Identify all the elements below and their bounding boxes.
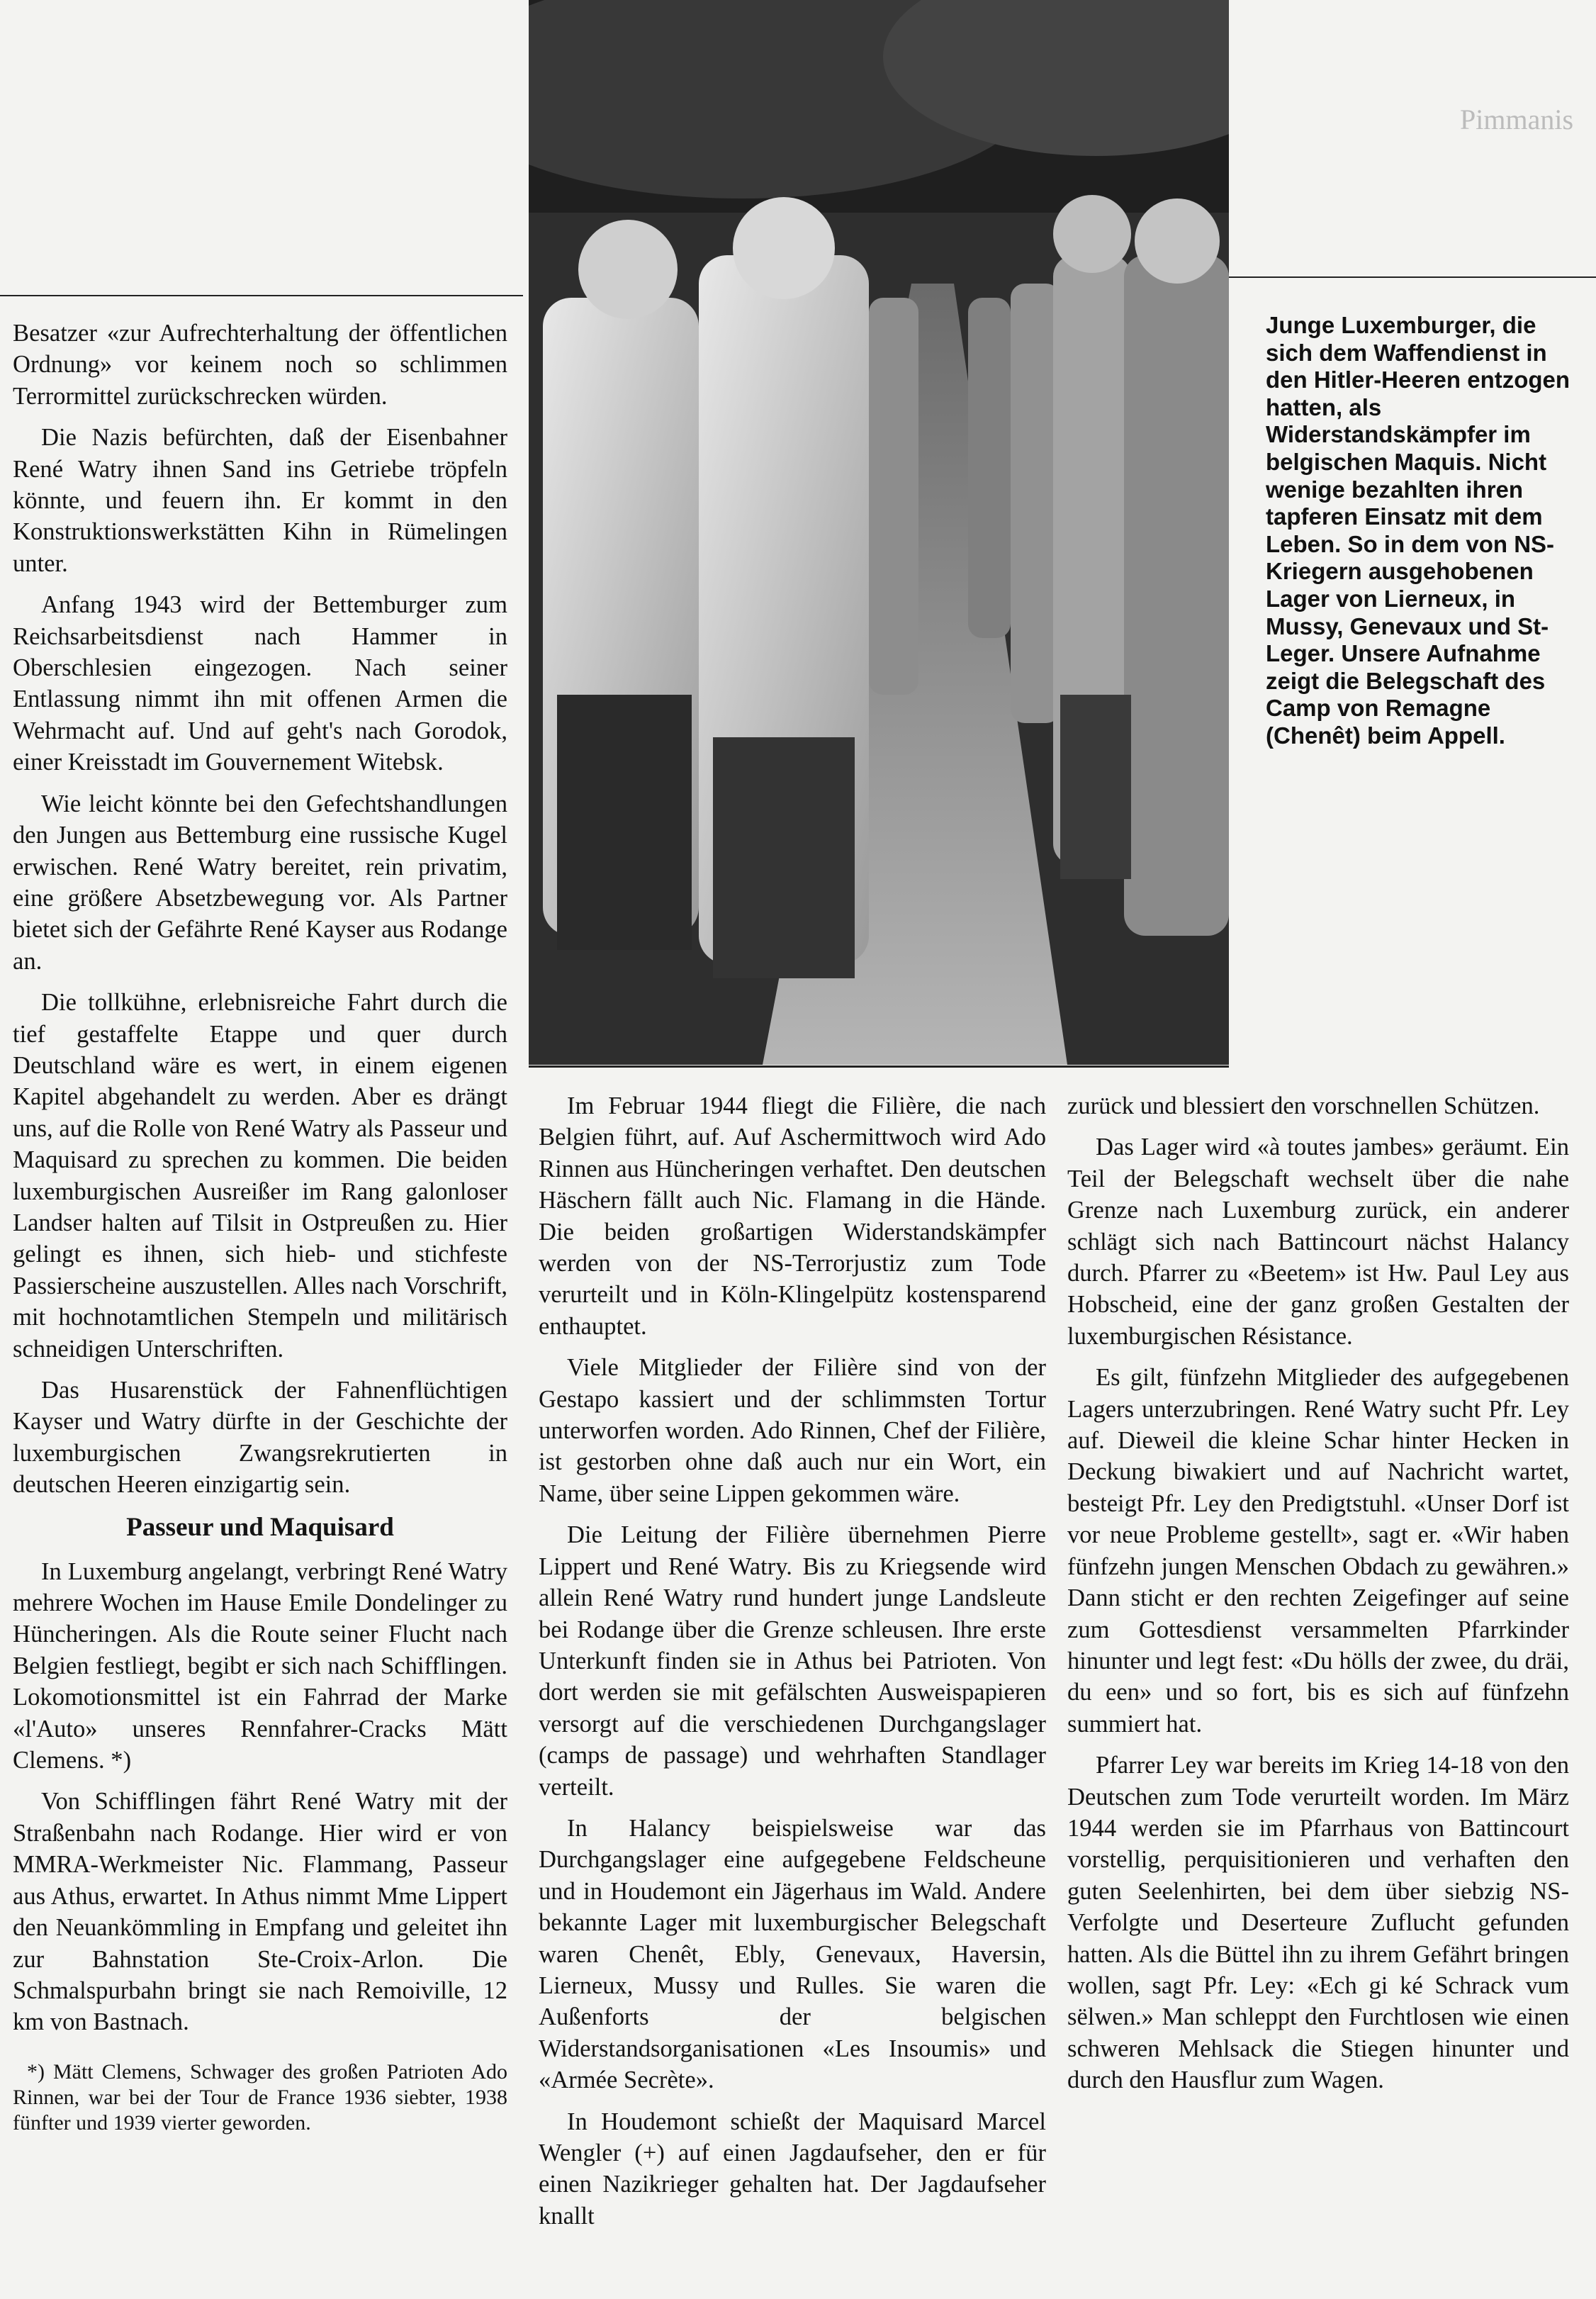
photo-illustration [529, 0, 1229, 1065]
col1-paragraph-5: Die tollkühne, erlebnisreiche Fahrt durch die tief gestaffelte Etappe und quer durch Deutschland wäre es wert, in einem eigenen Kapitel abgehandelt zu werden. Aber es drängt uns, auf die Rolle von René Watry als Passeur und Maquisard zu sprechen zu kommen. Die beiden luxemburgischen Ausreißer im Rang galonloser Landser halten auf Tilsit in Ostpreußen zu. Hier gelingt es ihnen, sich hieb- und stichfeste Passierscheine auszustellen. Alles nach Vorschrift, mit hochnotamtlichen Stempeln und militärisch schneidigen Unterschriften. [13, 989, 507, 1363]
section-heading: Passeur und Maquisard [126, 1512, 394, 1542]
col3-paragraph-4: Pfarrer Ley war bereits im Krieg 14-18 von den Deutschen zum Tode verurteilt worden. Im März 1944 werden sie im Pfarrhaus von Battincourt vorstellig, perquisitionieren und verhaften den guten Seelenhirten, bei dem über siebzig NS-Verfolgte und Deserteure Zuflucht gefunden hatten. Als die Büttel ihn zu ihrem Gefährt bringen wollen, sagt Pfr. Ley: «Ech gi ké Schrack vum sëlwen.» Man schleppt den Furchtlosen wie einen schweren Mehlsack die Stiegen hinunter und durch den Hausflur zum Wagen. [1067, 1752, 1569, 2094]
col3-paragraph-2: Das Lager wird «à toutes jambes» geräumt. Ein Teil der Belegschaft wechselt über die nahe Grenze nach Luxemburg zurück, ein anderer schlägt sich nach Battincourt nächst Halancy durch. Pfarrer zu «Beetem» ist Hw. Paul Ley aus Hobscheid, eine der ganz großen Gestalten der luxemburgischen Résistance. [1067, 1134, 1569, 1350]
article-column-1 [13, 318, 507, 2146]
col1-paragraph-6: Das Husarenstück der Fahnenflüchtigen Kayser und Watry dürfte in der Geschichte der luxemburgischen Zwangsrekrutierten in deutschen Heeren einzigartig sein. [13, 1377, 507, 1499]
col1-paragraph-4: Wie leicht könnte bei den Gefechtshandlungen den Jungen aus Bettemburg eine russische Kugel erwischen. René Watry bereitet, rein privatim, eine größere Absetzbewegung vor. Als Partner bietet sich der Gefährte René Kayser aus Rodange an. [13, 790, 507, 975]
top-rule-left [0, 295, 523, 296]
col2-paragraph-2: Viele Mitglieder der Filière sind von der Gestapo kassiert und der schlimmsten Tortur unterworfen worden. Ado Rinnen, Chef der Filière, ist gestorben ohne daß auch nur ein Wort, ein Name, über seine Lippen gekommen wäre. [539, 1354, 1046, 1507]
photograph-maquisards [529, 0, 1229, 1065]
footnote: *) Mätt Clemens, Schwager des großen Patrioten Ado Rinnen, war bei der Tour de France 1936 siebter, 1938 fünfter und 1939 vierter geworden. [13, 2059, 507, 2135]
photo-bottom-rule [529, 1065, 1229, 1068]
col1-paragraph-7: In Luxemburg angelangt, verbringt René Watry mehrere Wochen im Hause Emile Dondelinger zu Hüncheringen. Als die Route seiner Flucht nach Belgien festliegt, begibt er sich nach Schifflingen. Lokomotionsmittel ist ein Fahrrad der Marke «l'Auto» unseres Rennfahrer-Cracks Mätt Clemens. *) [13, 1557, 507, 1774]
col1-paragraph-1: Besatzer «zur Aufrechterhaltung der öffentlichen Ordnung» vor keinem noch so schlimmen Terrormittel zurückschrecken würden. [13, 320, 507, 410]
col1-paragraph-8: Von Schifflingen fährt René Watry mit der Straßenbahn nach Rodange. Hier wird er von MMRA-Werkmeister Nic. Flammang, Passeur aus Athus, erwartet. In Athus nimmt Mme Lippert den Neuankömmling in Empfang und geleitet ihn zur Bahnstation Ste-Croix-Arlon. Die Schmalspurbahn bringt sie nach Remoiville, 12 km von Bastnach. [13, 1788, 507, 2036]
article-column-2 [539, 1090, 1046, 2242]
col2-paragraph-3: Die Leitung der Filière übernehmen Pierre Lippert und René Watry. Bis zu Kriegsende wird allein René Watry rund hundert junge Landsleute bei Rodange über die Grenze schleusen. Ihre erste Unterkunft finden sie in Athus bei Patrioten. Von dort werden sie mit gefälschten Ausweispapieren versorgt auf die verschiedenen Durchgangslager (camps de passage) und wehrhaften Standlager verteilt. [539, 1521, 1046, 1801]
photo-caption: Junge Luxemburger, die sich dem Waffendienst in den Hitler-Heeren entzogen hatten, als Widerstandskämpfer im belgischen Maquis. Nicht wenige bezahlten ihren tapferen Einsatz mit dem Leben. So in dem von NS-Kriegern ausgehobenen Lager von Lierneux, in Mussy, Genevaux und St-Leger. Unsere Aufnahme zeigt die Belegschaft des Camp von Remagne (Chenêt) beim Appell. [1266, 312, 1570, 749]
col2-paragraph-5: In Houdemont schießt der Maquisard Marcel Wengler (+) auf einen Jagdaufseher, den er für einen Nazikrieger gehalten hat. Der Jagdaufseher knallt [539, 2108, 1046, 2230]
col3-paragraph-3: Es gilt, fünfzehn Mitglieder des aufgegebenen Lagers unterzubringen. René Watry sucht Pfr. Ley auf. Dieweil die kleine Schar hinter Hecken in Deckung biwakiert und auf Nachricht wartet, besteigt Pfr. Ley den Predigtstuhl. «Unser Dorf ist vor neue Probleme gestellt», sagt er. «Wir haben fünfzehn jungen Menschen Obdach zu gewähren.» Dann sticht er den rechten Zeigefinger auf seine zum Gottesdienst versammelten Pfarrkinder hinunter und legt fest: «Du hölls der zwee, du dräi, du een» und so fort, bis es sich auf fünfzehn summiert hat. [1067, 1364, 1569, 1738]
col2-paragraph-1: Im Februar 1944 fliegt die Filière, die nach Belgien führt, auf. Auf Aschermittwoch wird Ado Rinnen aus Hüncheringen verhaftet. Den deutschen Häschern fällt auch Nic. Flamang in die Hände. Die beiden großartigen Widerstandskämpfer werden von der NS-Terrorjustiz zum Tode verurteilt und in Köln-Klingelpütz kostensparend enthauptet. [539, 1092, 1046, 1340]
col3-paragraph-1: zurück und blessiert den vorschnellen Schützen. [1067, 1092, 1540, 1119]
article-column-3 [1067, 1090, 1569, 2106]
top-rule-right [1229, 276, 1596, 278]
col1-paragraph-3: Anfang 1943 wird der Bettemburger zum Reichsarbeitsdienst nach Hammer in Oberschlesien eingezogen. Nach seiner Entlassung nimmt ihn mit offenen Armen die Wehrmacht auf. Und auf geht's nach Gorodok, einer Kreisstadt im Gouvernement Witebsk. [13, 591, 507, 776]
header-word: Pimmanis [1460, 104, 1574, 135]
col1-paragraph-2: Die Nazis befürchten, daß der Eisenbahner René Watry ihnen Sand ins Getriebe tröpfeln könnte, und feuern ihn. Er kommt in den Konstruktionswerkstätten Kihn in Rümelingen unter. [13, 424, 507, 577]
col2-paragraph-4: In Halancy beispielsweise war das Durchgangslager eine aufgegebene Feldscheune und in Houdemont ein Jägerhaus im Wald. Andere bekannte Lager mit luxemburgischer Belegschaft waren Chenêt, Ebly, Genevaux, Haversin, Lierneux, Mussy und Rulles. Sie waren die Außenforts der belgischen Widerstandsorganisationen «Les Insoumis» und «Armée Secrète». [539, 1814, 1046, 2094]
